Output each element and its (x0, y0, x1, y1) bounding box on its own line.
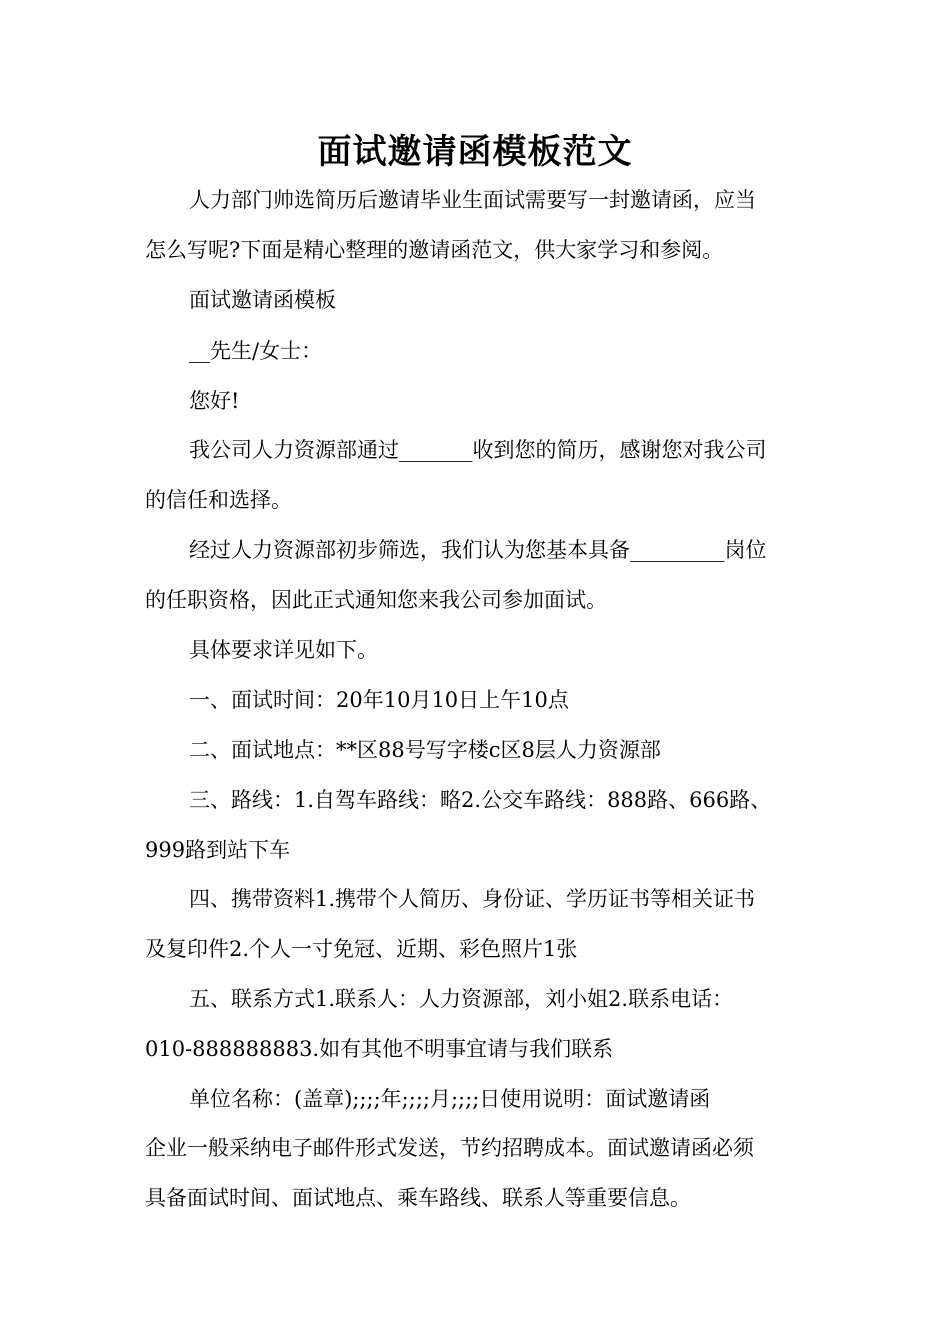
body-line: 您好! (189, 389, 240, 413)
body-line: 五、联系方式1.联系人：人力资源部，刘小姐2.联系电话： (189, 987, 734, 1011)
body-line: 的任职资格，因此正式通知您来我公司参加面试。 (145, 588, 607, 612)
document-title: 面试邀请函模板范文 (317, 132, 633, 172)
body-line: 怎么写呢?下面是精心整理的邀请函范文，供大家学习和参阅。 (145, 238, 724, 262)
body-line: 三、路线：1.自驾车路线：略2.公交车路线：888路、666路、 (189, 788, 772, 812)
body-line: 具备面试时间、面试地点、乘车路线、联系人等重要信息。 (145, 1186, 691, 1210)
body-line: 二、面试地点：**区88号写字楼c区8层人力资源部 (189, 738, 661, 762)
body-line: 人力部门帅选简历后邀请毕业生面试需要写一封邀请函，应当 (189, 188, 756, 212)
body-line: 的信任和选择。 (145, 488, 292, 512)
body-line: 企业一般采纳电子邮件形式发送，节约招聘成本。面试邀请函必须 (145, 1136, 754, 1160)
body-line: 及复印件2.个人一寸免冠、近期、彩色照片1张 (145, 937, 578, 961)
body-line: 具体要求详见如下。 (189, 638, 378, 662)
body-line: __先生/女士： (189, 339, 323, 363)
body-line: 经过人力资源部初步筛选，我们认为您基本具备_________岗位 (189, 538, 767, 562)
body-line: 面试邀请函模板 (189, 288, 336, 312)
body-line: 999路到站下车 (145, 838, 291, 862)
body-line: 四、携带资料1.携带个人简历、身份证、学历证书等相关证书 (189, 887, 756, 911)
body-line: 一、面试时间：20年10月10日上午10点 (189, 688, 569, 712)
body-line: 010-888888883.如有其他不明事宜请与我们联系 (145, 1037, 614, 1061)
body-line: 单位名称：(盖章);;;;年;;;;月;;;;日使用说明：面试邀请函 (189, 1087, 711, 1111)
body-line: 我公司人力资源部通过_______收到您的简历，感谢您对我公司 (189, 438, 767, 462)
